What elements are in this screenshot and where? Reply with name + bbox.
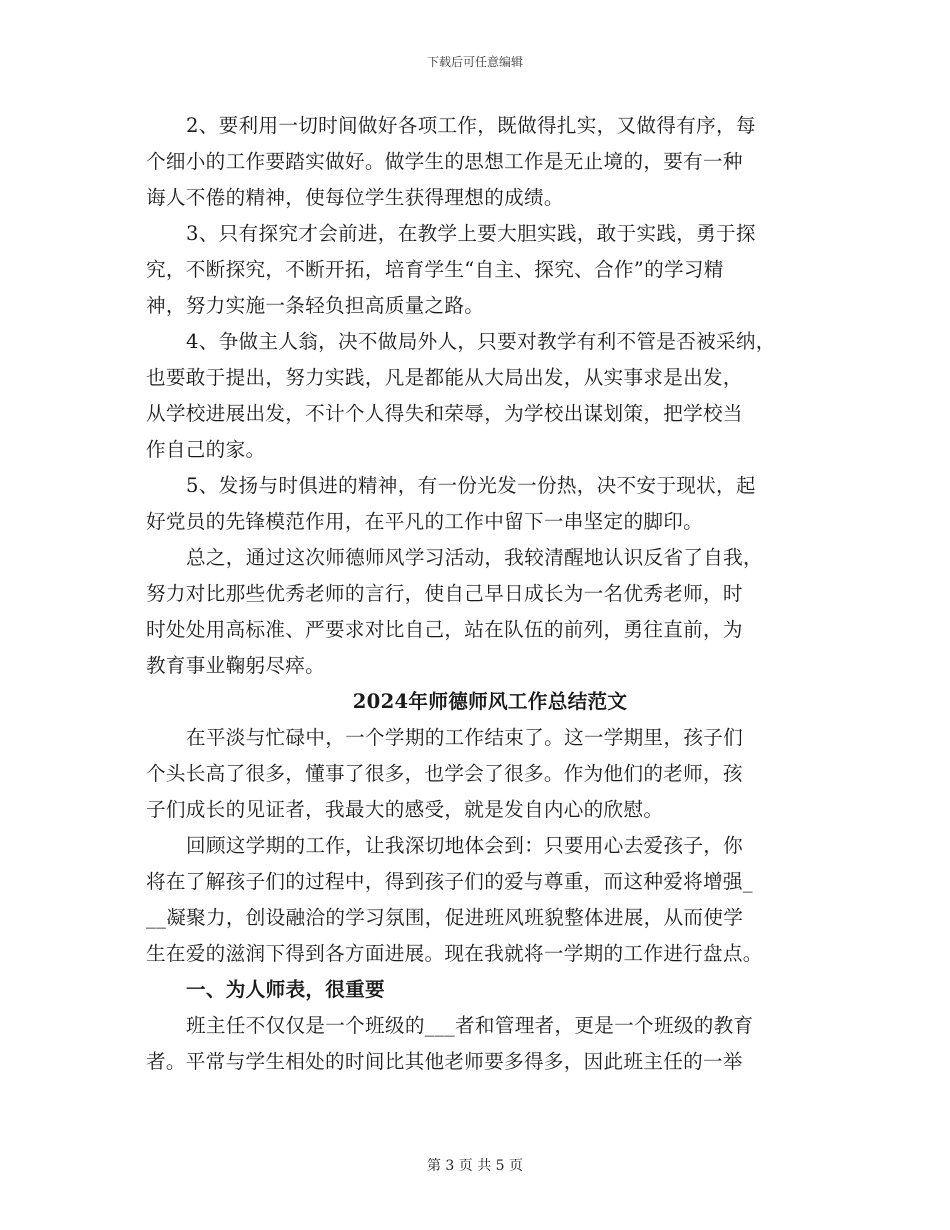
paragraph-line: 努力对比那些优秀老师的言行，使自己早日成长为一名优秀老师，时 xyxy=(146,582,743,605)
paragraph-line: 作自己的家。 xyxy=(146,438,266,461)
paragraph-line: 3、只有探究才会前进，在教学上要大胆实践，敢于实践，勇于探 xyxy=(186,222,756,245)
section-title: 2024年师德师风工作总结范文 xyxy=(352,690,628,713)
paragraph-line: 总之，通过这次师德师风学习活动，我较清醒地认识反省了自我， xyxy=(186,546,763,569)
paragraph-line: 个细小的工作要踏实做好。做学生的思想工作是无止境的，要有一种 xyxy=(146,150,743,173)
page-footer: 第 3 页 共 5 页 xyxy=(426,1158,524,1174)
paragraph-line: 时处处用高标准、严要求对比自己，站在队伍的前列，勇往直前，为 xyxy=(146,618,743,641)
subsection-heading: 一、为人师表，很重要 xyxy=(186,978,385,1001)
paragraph-line: __凝聚力，创设融洽的学习氛围，促进班风班貌整体进展，从而使学 xyxy=(146,906,744,929)
document-body xyxy=(146,108,826,1080)
paragraph-line: 班主任不仅仅是一个班级的___者和管理者，更是一个班级的教育 xyxy=(186,1014,754,1037)
paragraph-line: 教育事业鞠躬尽瘁。 xyxy=(146,654,326,677)
paragraph-line: 好党员的先锋模范作用，在平凡的工作中留下一串坚定的脚印。 xyxy=(146,510,704,533)
paragraph-line: 将在了解孩子们的过程中，得到孩子们的爱与尊重，而这种爱将增强_ xyxy=(146,870,753,893)
paragraph-line: 4、争做主人翁，决不做局外人，只要对教学有利不管是否被采纳， xyxy=(186,330,776,353)
paragraph-line: 究，不断探究，不断开拓，培育学生“自主、探究、合作”的学习精 xyxy=(146,258,724,281)
paragraph-line: 神，努力实施一条轻负担高质量之路。 xyxy=(146,294,485,317)
paragraph-line: 诲人不倦的精神，使每位学生获得理想的成绩。 xyxy=(146,186,564,209)
paragraph-line: 者。平常与学生相处的时间比其他老师要多得多，因此班主任的一举 xyxy=(146,1050,743,1073)
paragraph-line: 也要敢于提出，努力实践，凡是都能从大局出发，从实事求是出发， xyxy=(146,366,743,389)
paragraph-line: 2、要利用一切时间做好各项工作，既做得扎实，又做得有序，每 xyxy=(186,114,756,137)
paragraph-line: 从学校进展出发，不计个人得失和荣辱，为学校出谋划策，把学校当 xyxy=(146,402,743,425)
page-header: 下载后可任意编辑 xyxy=(426,55,523,69)
paragraph-line: 在平淡与忙碌中，一个学期的工作结束了。这一学期里，孩子们 xyxy=(186,726,744,749)
paragraph-line: 5、发扬与时俱进的精神，有一份光发一份热，决不安于现状，起 xyxy=(186,474,756,497)
paragraph-line: 生在爱的滋润下得到各方面进展。现在我就将一学期的工作进行盘点。 xyxy=(146,942,763,965)
paragraph-line: 子们成长的见证者，我最大的感受，就是发自内心的欣慰。 xyxy=(146,798,664,821)
paragraph-line: 个头长高了很多，懂事了很多，也学会了很多。作为他们的老师，孩 xyxy=(146,762,743,785)
paragraph-line: 回顾这学期的工作，让我深切地体会到：只要用心去爱孩子，你 xyxy=(186,834,744,857)
